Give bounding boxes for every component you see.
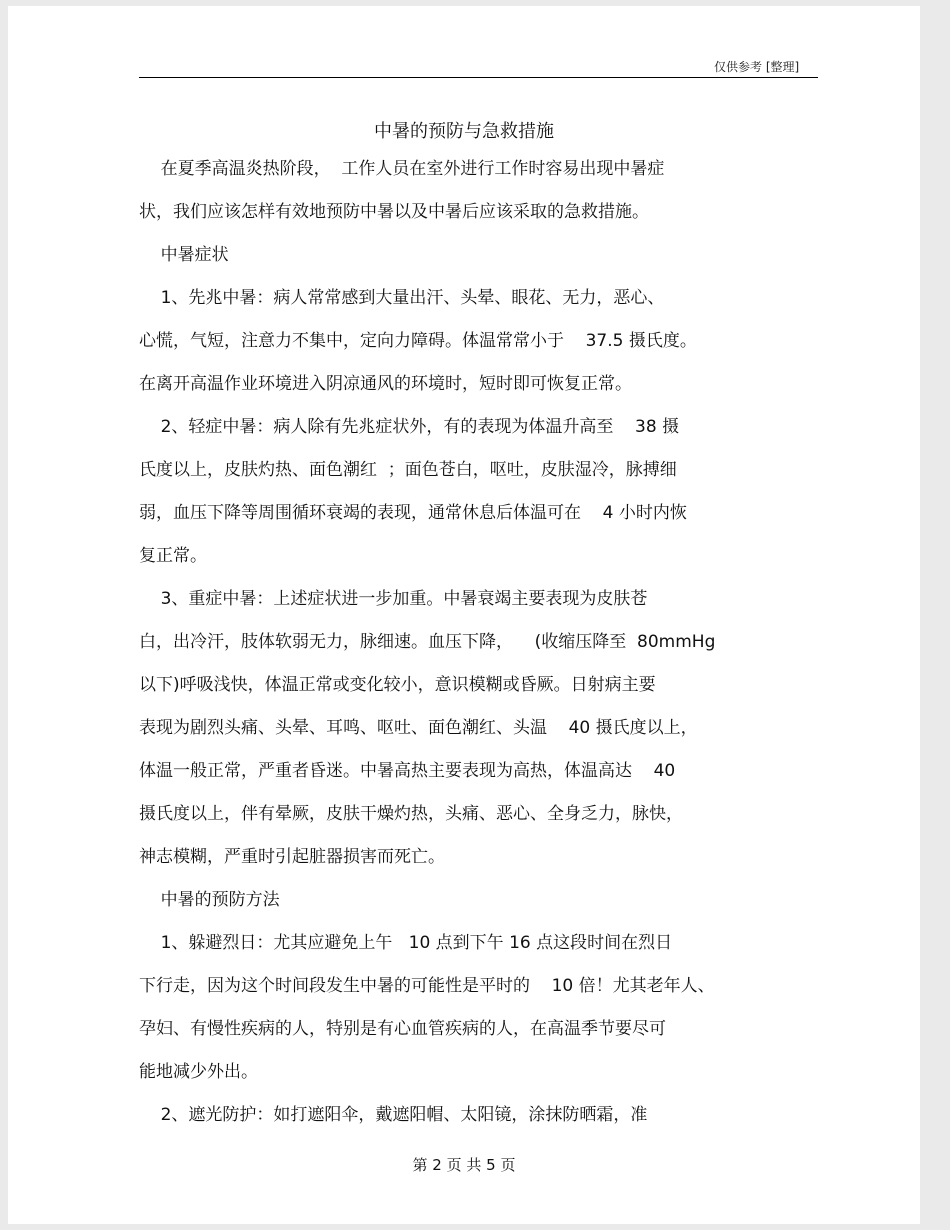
paragraph-line: 复正常。: [139, 546, 207, 566]
paragraph-line: 摄氏度以上，伴有晕厥，皮肤干燥灼热，头痛、恶心、全身乏力，脉快，: [139, 804, 683, 824]
page-title: 中暑的预防与急救措施: [374, 121, 554, 142]
paragraph-line: 1、先兆中暑：病人常常感到大量出汗、头晕、眼花、无力，恶心、: [139, 288, 665, 308]
paragraph-line: 能地减少外出。: [139, 1062, 258, 1082]
paragraph-line: 状，我们应该怎样有效地预防中暑以及中暑后应该采取的急救措施。: [139, 202, 649, 222]
paragraph-line: 2、遮光防护：如打遮阳伞，戴遮阳帽、太阳镜，涂抹防晒霜，准: [139, 1105, 648, 1125]
paragraph-line: 表现为剧烈头痛、头晕、耳鸣、呕吐、面色潮红、头温 40 摄氏度以上，: [139, 718, 698, 738]
paragraph-line: 弱，血压下降等周围循环衰竭的表现，通常休息后体温可在 4 小时内恢: [139, 503, 687, 523]
paragraph-line: 心慌，气短，注意力不集中，定向力障碍。体温常常小于 37.5 摄氏度。: [139, 331, 697, 351]
paragraph-line: 在夏季高温炎热阶段， 工作人员在室外进行工作时容易出现中暑症: [139, 159, 665, 179]
document-page: [8, 6, 920, 1224]
paragraph-line: 下行走，因为这个时间段发生中暑的可能性是平时的 10 倍！尤其老年人、: [139, 976, 715, 996]
paragraph-line: 以下)呼吸浅快，体温正常或变化较小，意识模糊或昏厥。日射病主要: [139, 675, 656, 695]
paragraph-line: 中暑的预防方法: [139, 890, 280, 910]
paragraph-line: 中暑症状: [139, 245, 229, 265]
paragraph-line: 3、重症中暑：上述症状进一步加重。中暑衰竭主要表现为皮肤苍: [139, 589, 648, 609]
header-label: 仅供参考 [整理]: [714, 60, 800, 74]
paragraph-line: 在离开高温作业环境进入阴凉通风的环境时，短时即可恢复正常。: [139, 374, 632, 394]
paragraph-line: 白，出冷汗，肢体软弱无力，脉细速。血压下降， (收缩压降至 80mmHg: [139, 632, 716, 652]
paragraph-line: 孕妇、有慢性疾病的人，特别是有心血管疾病的人，在高温季节要尽可: [139, 1019, 666, 1039]
paragraph-line: 神志模糊，严重时引起脏器损害而死亡。: [139, 847, 445, 867]
header-rule: [139, 77, 818, 78]
paragraph-line: 氏度以上，皮肤灼热、面色潮红 ；面色苍白，呕吐，皮肤湿冷，脉搏细: [139, 460, 677, 480]
paragraph-line: 体温一般正常，严重者昏迷。中暑高热主要表现为高热，体温高达 40: [139, 761, 676, 781]
paragraph-line: 2、轻症中暑：病人除有先兆症状外，有的表现为体温升高至 38 摄: [139, 417, 680, 437]
paragraph-line: 1、躲避烈日：尤其应避免上午 10 点到下午 16 点这段时间在烈日: [139, 933, 673, 953]
page-footer: 第 2 页 共 5 页: [412, 1156, 516, 1174]
